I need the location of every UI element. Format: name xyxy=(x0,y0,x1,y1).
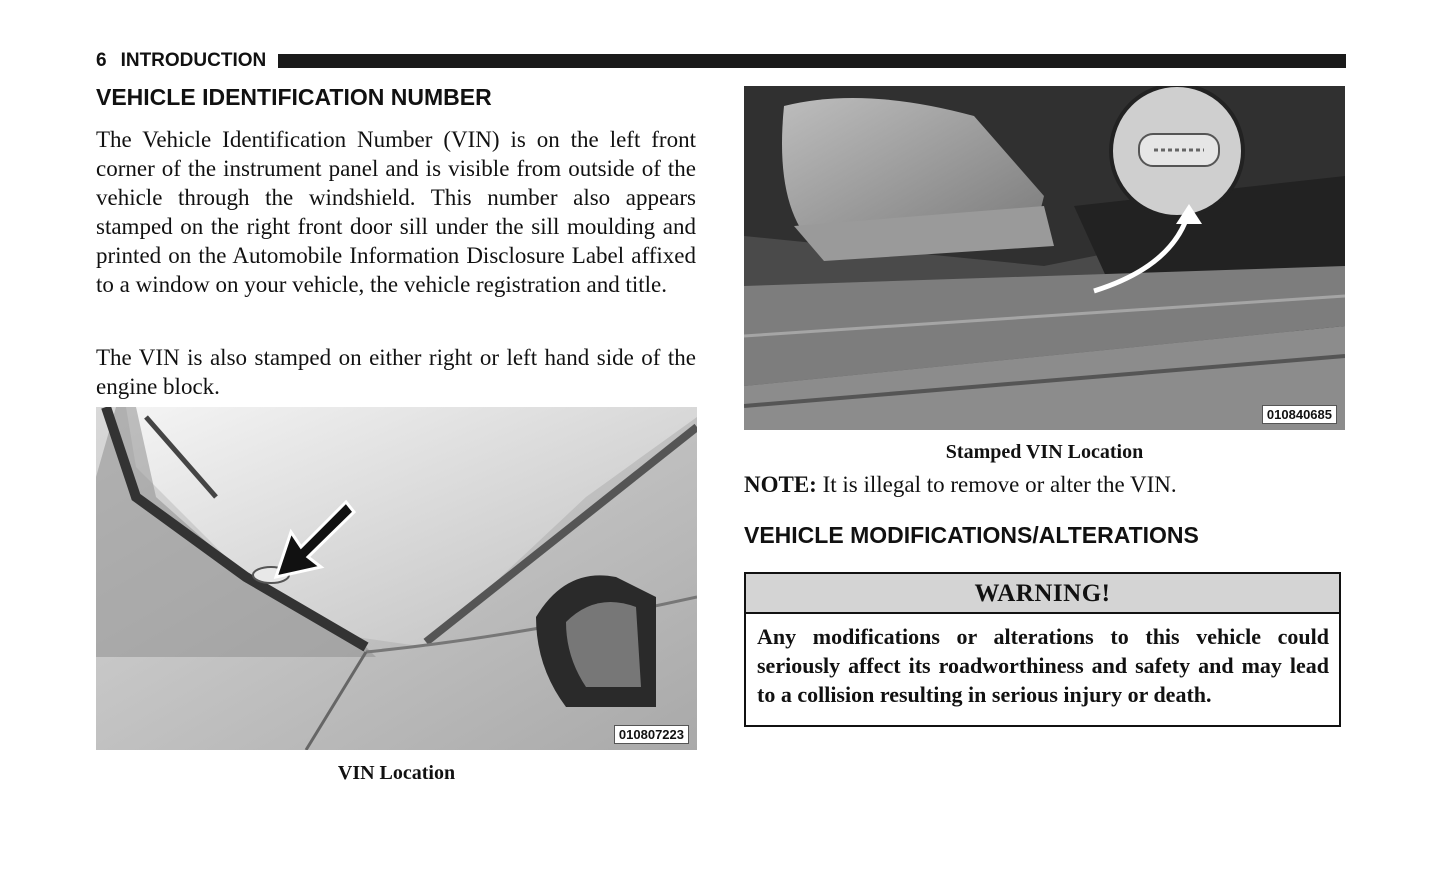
door-sill-illustration xyxy=(744,86,1345,430)
vin-heading: VEHICLE IDENTIFICATION NUMBER xyxy=(96,84,492,110)
page-number: 6 xyxy=(96,50,107,71)
stamped-vin-caption: Stamped VIN Location xyxy=(945,441,1144,463)
section-title: INTRODUCTION xyxy=(120,50,267,71)
note-text: It is illegal to remove or alter the VIN. xyxy=(822,472,1177,497)
page-header xyxy=(96,48,1346,74)
vin-location-caption: VIN Location xyxy=(337,762,456,784)
note-paragraph xyxy=(744,472,1344,498)
windshield-illustration xyxy=(96,407,697,750)
vin-location-figure xyxy=(96,407,697,750)
warning-title: WARNING! xyxy=(746,574,1339,614)
header-rule xyxy=(278,54,1346,68)
note-label: NOTE: xyxy=(744,472,817,497)
vin-paragraph-1: The Vehicle Identification Number (VIN) is on the left front corner of the instrument panel and is visible from outside of the vehicle through the windshield. This number also appears stamped on the right front door sill under the sill moulding and printed on the Automobile Information Disclosure Label affixed to a window on your vehicle, the vehicle registration and title. xyxy=(96,127,696,297)
modifications-heading: VEHICLE MODIFICATIONS/ALTERATIONS xyxy=(744,522,1199,548)
figure-code: 010807223 xyxy=(614,725,689,744)
warning-body: Any modifications or alterations to this vehicle could seriously affect its roadworthiness and safety and may lead to a collision resulting in serious injury or death. xyxy=(757,624,1329,707)
vin-paragraph-2: The VIN is also stamped on either right or left hand side of the engine block. xyxy=(96,345,696,399)
warning-box xyxy=(744,572,1341,727)
stamped-vin-figure xyxy=(744,86,1345,430)
figure-code: 010840685 xyxy=(1262,405,1337,424)
